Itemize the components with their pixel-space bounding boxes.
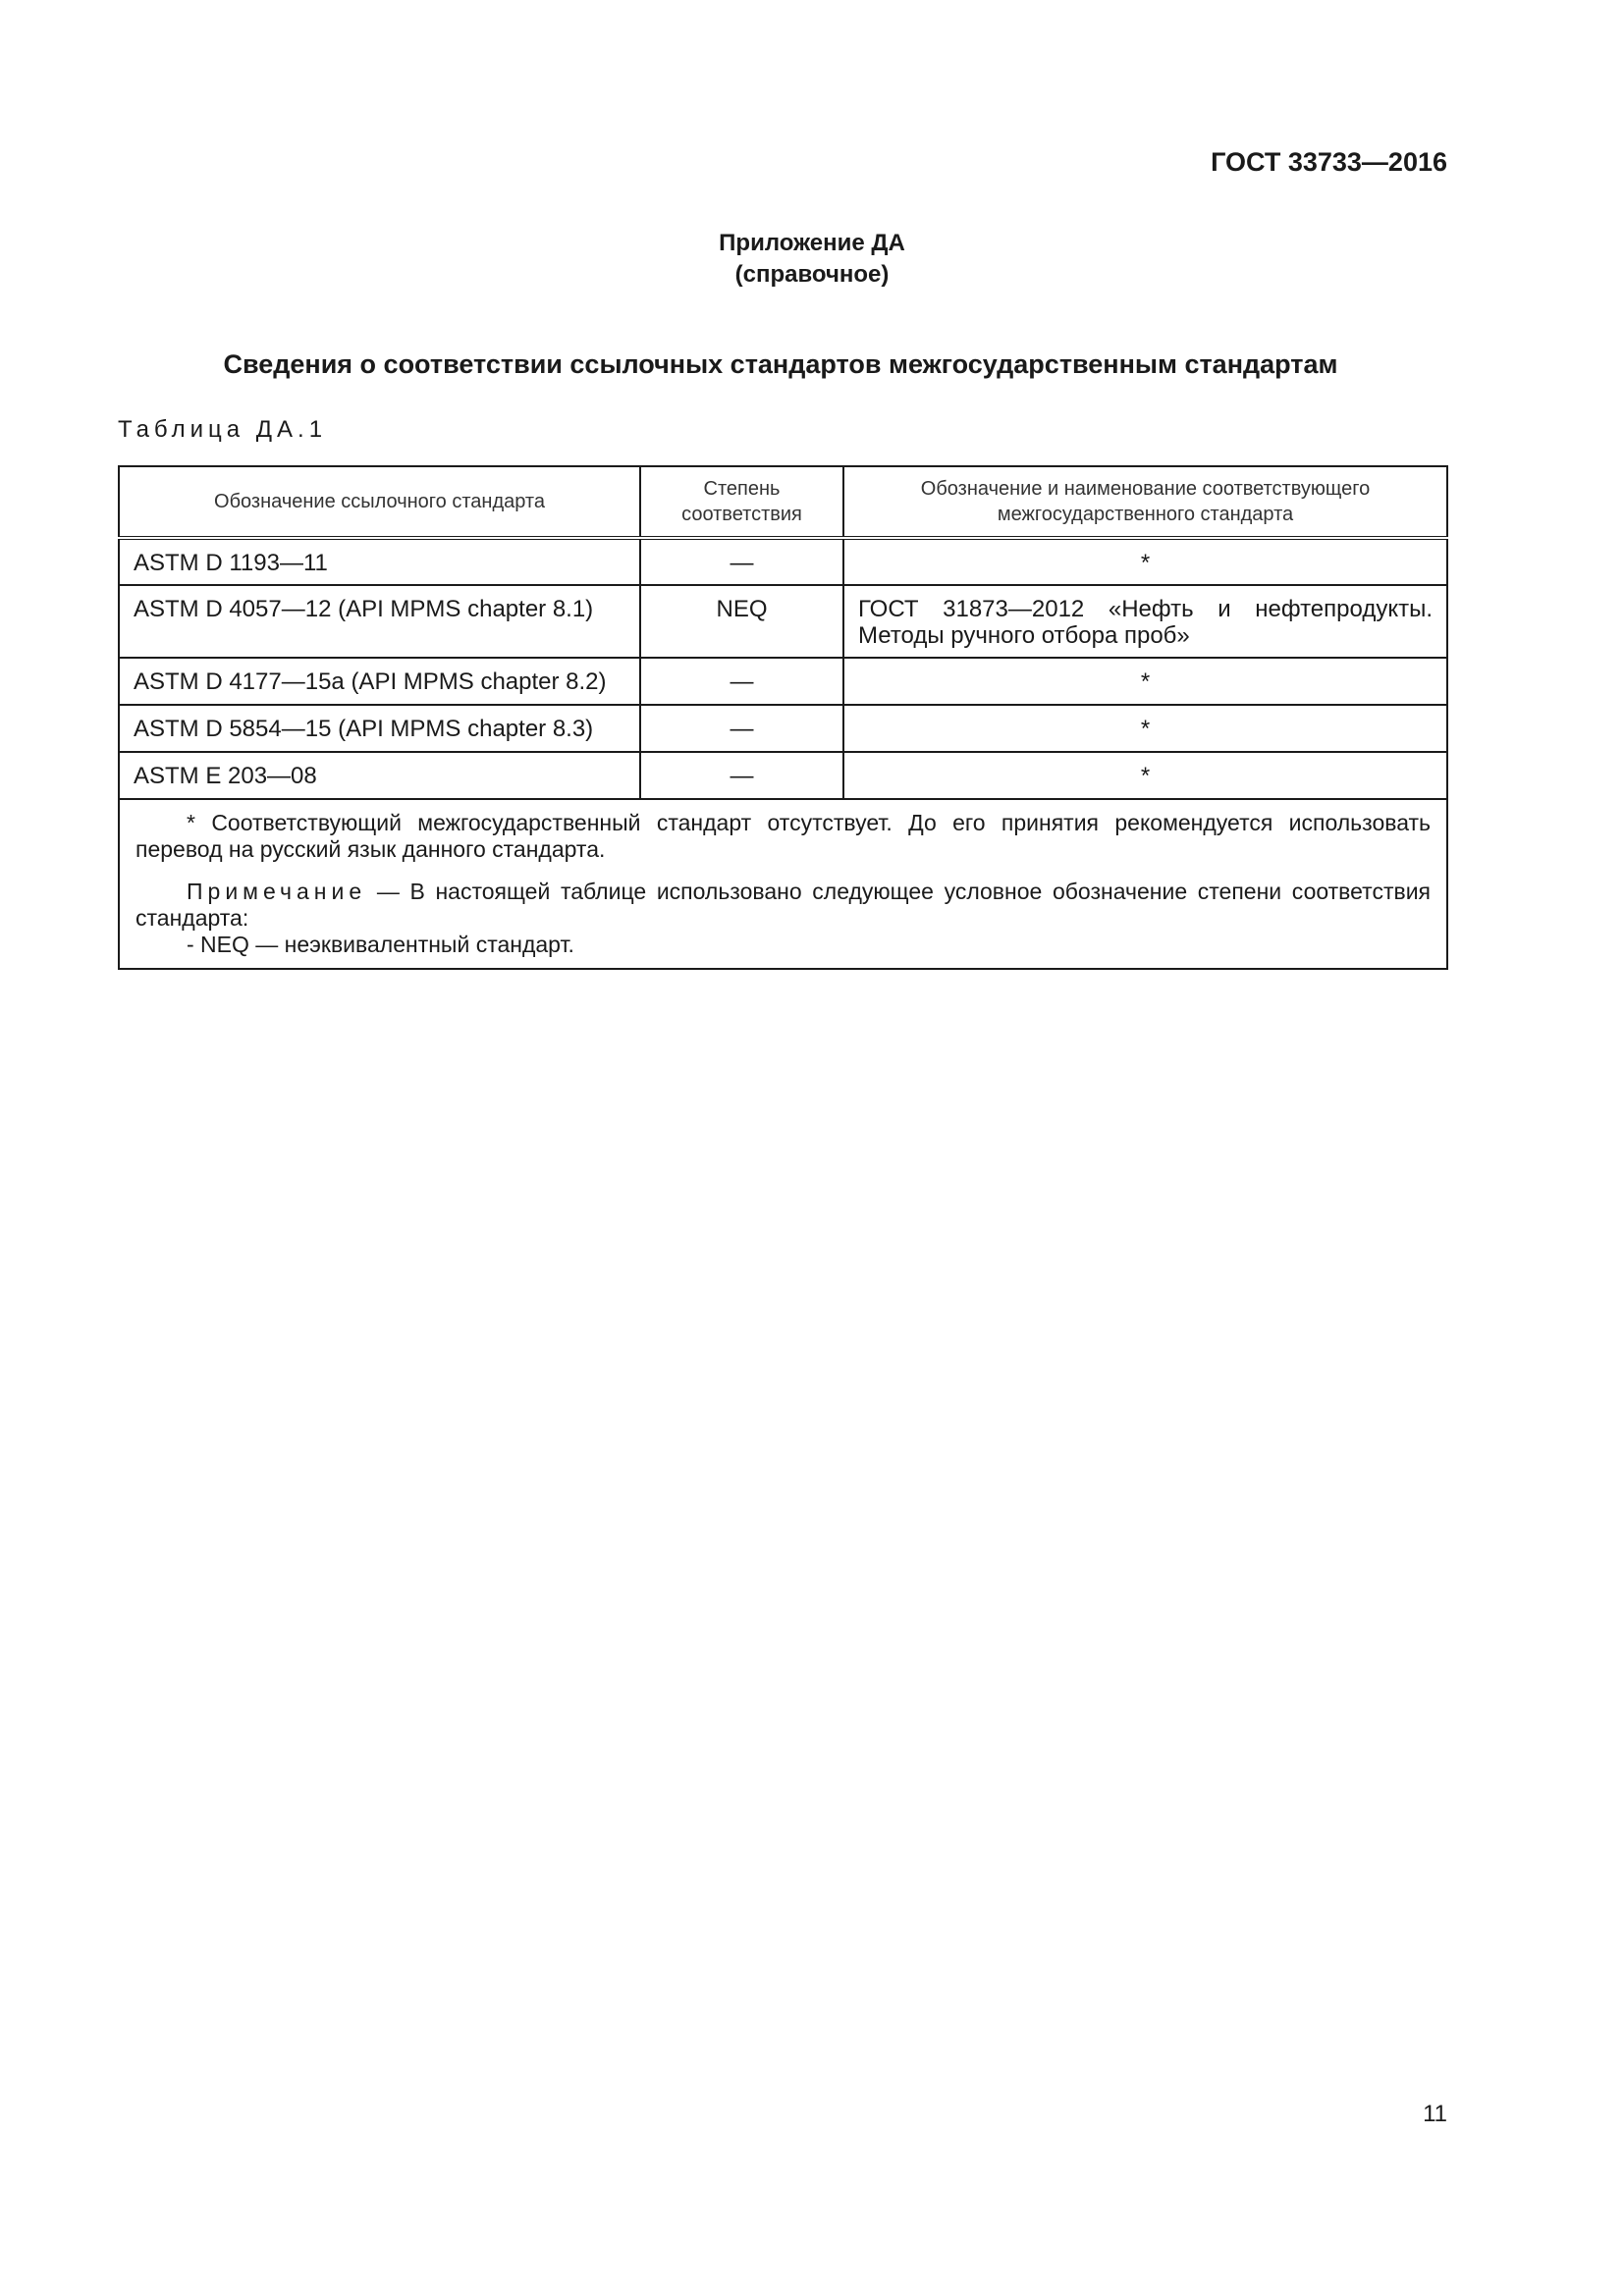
cell-standard: ASTM D 5854—15 (API MPMS chapter 8.3) — [119, 705, 640, 752]
header-degree: Степень соответствия — [640, 466, 843, 538]
section-title: Сведения о соответствии ссылочных стандартов межгосударственным стандартам — [223, 349, 1338, 379]
document-code: ГОСТ 33733—2016 — [1211, 147, 1447, 177]
cell-degree: — — [640, 705, 843, 752]
table-label: Таблица ДА.1 — [118, 416, 328, 443]
note-text: — В настоящей таблице использовано следующее условное обозначение степени соответствия стандарта: — [135, 879, 1431, 931]
appendix-title: Приложение ДА — [719, 230, 905, 256]
cell-gost: ГОСТ 31873—2012 «Нефть и нефтепродукты. Методы ручного отбора проб» — [843, 585, 1447, 658]
note-label: Примечание — [187, 879, 367, 904]
table-notes — [119, 799, 1447, 969]
cell-standard: ASTM E 203—08 — [119, 752, 640, 799]
cell-standard: ASTM D 4057—12 (API MPMS chapter 8.1) — [119, 585, 640, 658]
appendix-type: (справочное) — [734, 261, 890, 288]
reference-standards-table — [118, 465, 1446, 970]
cell-standard: ASTM D 4177—15a (API MPMS chapter 8.2) — [119, 658, 640, 705]
cell-gost: * — [843, 705, 1447, 752]
header-gost: Обозначение и наименование соответствующего межгосударственного стандарта — [843, 466, 1447, 538]
table-row — [119, 538, 1447, 585]
note-item: - NEQ — неэквивалентный стандарт. — [187, 932, 574, 957]
cell-gost: * — [843, 752, 1447, 799]
table-notes-row — [119, 799, 1447, 969]
cell-degree: — — [640, 752, 843, 799]
table-header-row — [119, 466, 1447, 538]
table-row — [119, 585, 1447, 658]
cell-gost: * — [843, 538, 1447, 585]
cell-degree: — — [640, 538, 843, 585]
table-row — [119, 752, 1447, 799]
table-note — [135, 879, 1431, 932]
cell-gost: * — [843, 658, 1447, 705]
page-number: 11 — [1423, 2101, 1447, 2127]
cell-degree: — — [640, 658, 843, 705]
header-standard: Обозначение ссылочного стандарта — [119, 466, 640, 538]
cell-standard: ASTM D 1193—11 — [119, 538, 640, 585]
cell-degree: NEQ — [640, 585, 843, 658]
table-row — [119, 705, 1447, 752]
table-row — [119, 658, 1447, 705]
table-footnote: * Соответствующий межгосударственный стандарт отсутствует. До его принятия рекомендуется использовать перевод на русский язык данного стандарта. — [135, 810, 1431, 862]
